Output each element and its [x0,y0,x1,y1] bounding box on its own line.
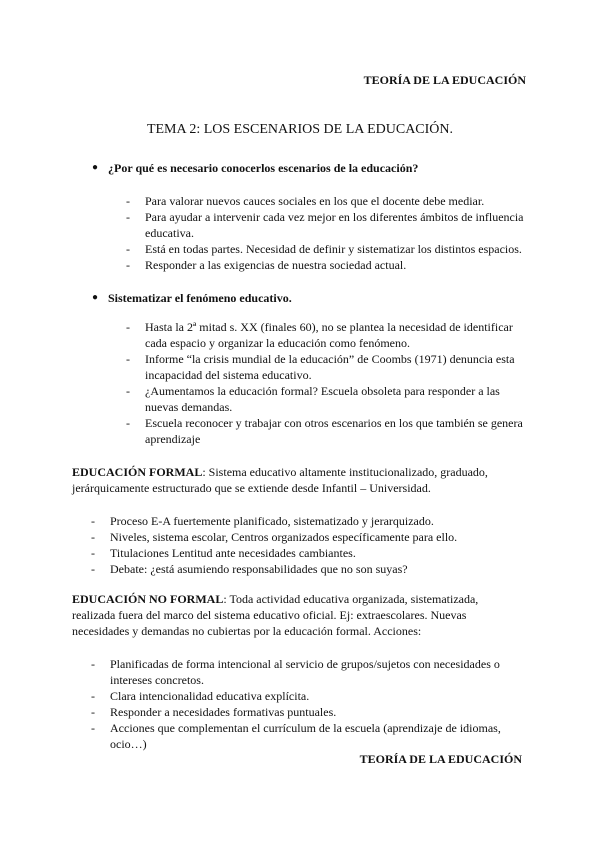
bullet-icon: ● [92,162,99,173]
dash-icon: - [126,320,130,334]
dash-icon: - [126,416,130,430]
dash-icon: - [126,384,130,398]
formal-definition-text: : Sistema educativo altamente institucionalizado, graduado, jerárquicamente estructurado que se extiende desde Infantil – Universidad. [72,465,488,495]
page-header: TEORÍA DE LA EDUCACIÓN [363,73,526,87]
list-item: - Está en todas partes. Necesidad de definir y sistematizar los distintos espacios. [126,242,522,256]
formal-definition [72,464,512,496]
list-item: - Proceso E-A fuertemente planificado, sistematizado y jerarquizado. [91,514,434,528]
dash-icon: - [91,546,95,560]
formal-list [91,513,523,577]
bullet-icon: ● [92,292,99,303]
list-item: - Clara intencionalidad educativa explícita. [91,689,310,703]
dash-icon: - [126,194,130,208]
page-footer: TEORÍA DE LA EDUCACIÓN [359,752,522,766]
document-title: TEMA 2: LOS ESCENARIOS DE LA EDUCACIÓN. [146,122,454,137]
dash-icon: - [126,210,130,224]
list-item: - Escuela reconocer y trabajar con otros escenarios en los que también se genera aprendizaje [126,416,523,446]
list-item: - Responder a las exigencias de nuestra sociedad actual. [126,258,407,272]
list-item: - Informe “la crisis mundial de la educación” de Coombs (1971) denuncia esta incapacidad del sistema educativo. [126,352,515,382]
list-item: - Acciones que complementan el currículum de la escuela (aprendizaje de idiomas, ocio…) [91,721,501,751]
list-item: - Planificadas de forma intencional al servicio de grupos/sujetos con necesidades o intereses concretos. [91,657,500,687]
list-item: - Para ayudar a intervenir cada vez mejor en los diferentes ámbitos de influencia educativa. [126,210,524,240]
dash-icon: - [91,657,95,671]
dash-icon: - [91,689,95,703]
dash-icon: - [91,705,95,719]
dash-icon: - [126,258,130,272]
dash-icon: - [91,562,95,576]
question-text: ¿Por qué es necesario conocerlos escenarios de la educación? [108,161,419,175]
dash-icon: - [91,514,95,528]
formal-term: EDUCACIÓN FORMAL [72,465,203,479]
list-item: - Para valorar nuevos cauces sociales en los que el docente debe mediar. [126,194,485,208]
list-item: - Niveles, sistema escolar, Centros organizados específicamente para ello. [91,530,458,544]
list-item: - Responder a necesidades formativas puntuales. [91,705,337,719]
list-item: - Debate: ¿está asumiendo responsabilidades que no son suyas? [91,562,408,576]
dash-icon: - [126,352,130,366]
list-item: - Titulaciones Lentitud ante necesidades cambiantes. [91,546,356,560]
noformal-list [91,656,523,752]
dash-icon: - [91,530,95,544]
noformal-term: EDUCACIÓN NO FORMAL [72,592,224,606]
section-2-list [126,319,531,447]
question-text: Sistematizar el fenómeno educativo. [108,291,292,305]
dash-icon: - [126,242,130,256]
list-item: - ¿Aumentamos la educación formal? Escuela obsoleta para responder a las nuevas demandas. [126,384,500,414]
list-item: - Hasta la 2ª mitad s. XX (finales 60), no se plantea la necesidad de identificar cada espacio y organizar la educación como fenómeno. [126,320,513,350]
dash-icon: - [91,721,95,735]
section-1-list [126,193,531,273]
noformal-definition-text: : Toda actividad educativa organizada, sistematizada, realizada fuera del marco del sistema educativo oficial. Ej: extraescolares. Nuevas necesidades y demandas no cubiertas por la educación formal. Acciones: [72,592,479,638]
noformal-definition [72,591,512,639]
